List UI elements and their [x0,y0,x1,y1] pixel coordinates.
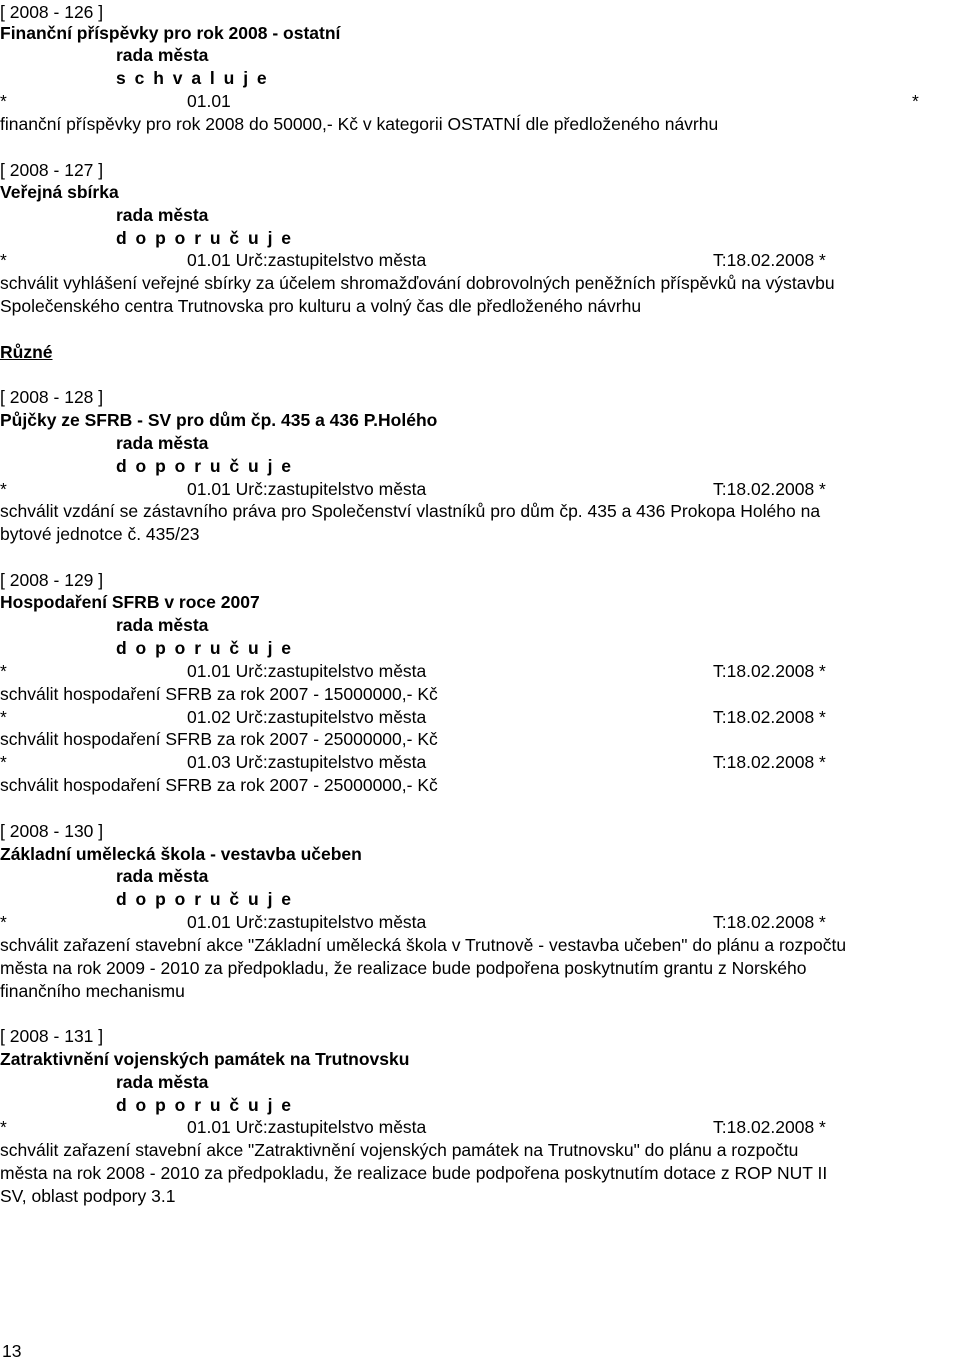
item-term: T:18.02.2008 * [713,912,826,932]
item-term: T:18.02.2008 * [713,250,826,270]
item-responsible: 01.02 Urč:zastupitelstvo města [187,707,427,727]
resolution-title: Základní umělecká škola - vestavba učeben [0,844,362,864]
item-text: schválit hospodaření SFRB za rok 2007 - 25000000,- Kč [0,729,438,749]
resolution-verb: d o p o r u č u j e [116,1095,294,1115]
resolution-verb: d o p o r u č u j e [116,456,294,476]
resolution-title: Finanční příspěvky pro rok 2008 - ostatní [0,23,341,43]
resolution-title: Veřejná sbírka [0,182,119,202]
item-responsible: 01.01 Urč:zastupitelstvo města [187,479,427,499]
item-text: schválit zařazení stavební akce "Základní umělecká škola v Trutnově - vestavba učeben" do plánu a rozpočtu [0,935,847,955]
item-responsible: 01.01 Urč:zastupitelstvo města [187,661,427,681]
council-label: rada města [116,866,209,886]
resolution-id: [ 2008 - 126 ] [0,2,104,22]
item-term: T:18.02.2008 * [713,707,826,727]
item-term: T:18.02.2008 * [713,479,826,499]
item-text: schválit hospodaření SFRB za rok 2007 - 15000000,- Kč [0,684,438,704]
item-text: finančního mechanismu [0,981,185,1001]
resolution-verb: d o p o r u č u j e [116,228,294,248]
item-text: schválit hospodaření SFRB za rok 2007 - 25000000,- Kč [0,775,438,795]
item-text: schválit vyhlášení veřejné sbírky za účelem shromažďování dobrovolných peněžních příspěvků na výstavbu [0,273,835,293]
item-text: města na rok 2009 - 2010 za předpokladu, že realizace bude podpořena poskytnutím grantu z Norského [0,958,807,978]
resolution-title: Zatraktivnění vojenských památek na Trutnovsku [0,1049,410,1069]
item-text: Společenského centra Trutnovska pro kulturu a volný čas dle předloženého návrhu [0,296,642,316]
document-page: [ 2008 - 126 ] Finanční příspěvky pro rok 2008 - ostatní rada města s c h v a l u j e * 01.01 * finanční příspěvky pro rok 2008 do 50000,- Kč v kategorii OSTATNÍ dle předloženého návrhu [ 2008 - 127 ] Veřejná sbírka rada města d o p o r u č u j e * 01.01 Urč:zastupitelstvo města T:18.02.2008 * schválit vyhlášení veřejné sbírky za účelem shromažďování dobrovolných peněžních příspěvků na výstavbu Společenského centra Trutnovska pro kulturu a volný čas dle předloženého návrhu Různé [ 2008 - 128 ] Půjčky ze SFRB - SV pro dům čp. 435 a 436 P.Holého rada města d o p o r u č u j e * 01.01 Urč:zastupitelstvo města T:18.02.2008 * schválit vzdání se zástavního práva pro Společenství vlastníků pro dům čp. 435 a 436 Prokopa Holého na bytové jednotce č. 435/23 [ 2008 - 129 ] Hospodaření SFRB v roce 2007 rada města d o p o r u č u j e * 01.01 Urč:zastupitelstvo města T:18.02.2008 * schválit hospodaření SFRB za rok 2007 - 15000000,- Kč * 01.02 Urč:zastupitelstvo města T:18.02.2008 * schválit hospodaření SFRB za rok 2007 - 25000000,- Kč * 01.03 Urč:zastupitelstvo města T:18.02.2008 * schválit hospodaření SFRB za rok 2007 - 25000000,- Kč [ 2008 - 130 ] Základní umělecká škola - vestavba učeben rada města d o p o r u č u j e * 01.01 Urč:zastupitelstvo města T:18.02.2008 * schválit zařazení stavební akce "Základní umělecká škola v Trutnově - vestavba učeben" do plánu a rozpočtu města na rok 2009 - 2010 za předpokladu, že realizace bude podpořena poskytnutím grantu z Norského finančního mechanismu [ 2008 - 131 ] Zatraktivnění vojenských památek na Trutnovsku rada města d o p o r u č u j e * 01.01 Urč:zastupitelstvo města T:18.02.2008 * schválit zařazení stavební akce "Zatraktivnění vojenských památek na Trutnovsku" do plánu a rozpočtu města na rok 2008 - 2010 za předpokladu, že realizace bude podpořena poskytnutím dotace z ROP NUT II SV, oblast podpory 3.1 13 [0,2,919,1361]
resolution-id: [ 2008 - 127 ] [0,160,104,180]
item-term: T:18.02.2008 * [713,661,826,681]
item-number: 01.01 [187,91,231,111]
item-text: schválit zařazení stavební akce "Zatraktivnění vojenských památek na Trutnovsku" do plánu a rozpočtu [0,1140,799,1160]
item-responsible: 01.01 Urč:zastupitelstvo města [187,250,427,270]
item-term: T:18.02.2008 * [713,752,826,772]
item-text: finanční příspěvky pro rok 2008 do 50000,- Kč v kategorii OSTATNÍ dle předloženého návrhu [0,114,719,134]
council-label: rada města [116,615,209,635]
resolution-title: Hospodaření SFRB v roce 2007 [0,592,260,612]
item-responsible: 01.01 Urč:zastupitelstvo města [187,912,427,932]
item-responsible: 01.03 Urč:zastupitelstvo města [187,752,427,772]
council-label: rada města [116,45,209,65]
page-number: 13 [2,1341,22,1361]
item-text: SV, oblast podpory 3.1 [0,1186,176,1206]
council-label: rada města [116,1072,209,1092]
item-text: bytové jednotce č. 435/23 [0,524,200,544]
council-label: rada města [116,433,209,453]
resolution-verb: d o p o r u č u j e [116,638,294,658]
item-text: schválit vzdání se zástavního práva pro Společenství vlastníků pro dům čp. 435 a 436 Prokopa Holého na [0,501,821,521]
resolution-verb: d o p o r u č u j e [116,889,294,909]
resolution-id: [ 2008 - 128 ] [0,387,104,407]
item-text: města na rok 2008 - 2010 za předpokladu, že realizace bude podpořena poskytnutím dotace z ROP NUT II [0,1163,828,1183]
resolution-title: Půjčky ze SFRB - SV pro dům čp. 435 a 436 P.Holého [0,410,438,430]
resolution-verb: s c h v a l u j e [116,68,269,88]
resolution-id: [ 2008 - 131 ] [0,1026,104,1046]
resolution-id: [ 2008 - 129 ] [0,570,104,590]
item-responsible: 01.01 Urč:zastupitelstvo města [187,1117,427,1137]
resolution-id: [ 2008 - 130 ] [0,821,104,841]
item-term: T:18.02.2008 * [713,1117,826,1137]
council-label: rada města [116,205,209,225]
section-heading: Různé [0,342,53,362]
